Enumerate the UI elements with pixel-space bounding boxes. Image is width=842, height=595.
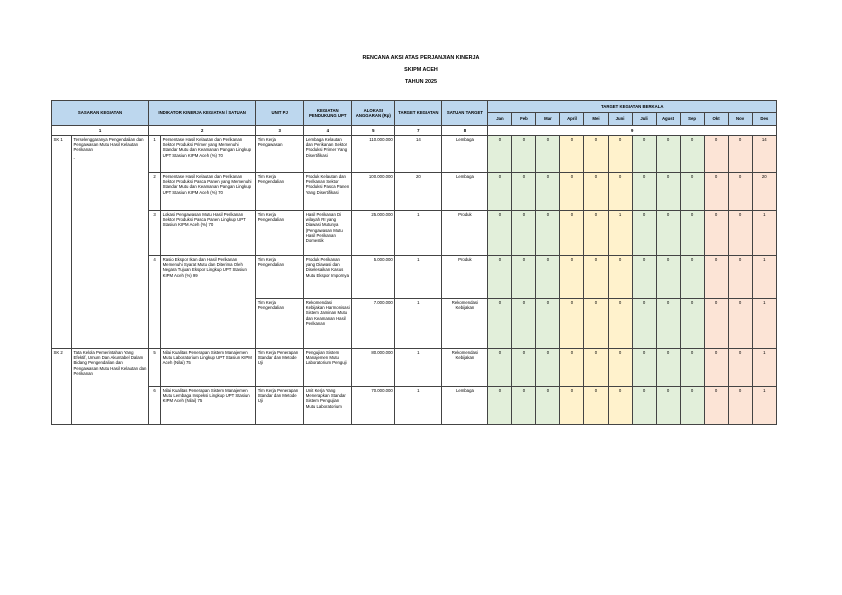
indikator-no: 5	[149, 349, 161, 387]
monthly-target: 0	[608, 349, 632, 387]
table-row	[52, 387, 777, 425]
monthly-target: 0	[584, 299, 608, 349]
monthly-target: 0	[680, 349, 704, 387]
monthly-target: 0	[488, 299, 512, 349]
header-indikator: INDIKATOR KINERJA KEGIATAN / SATUAN	[149, 101, 256, 126]
kegiatan-pendukung: Unit Kerja Yang Menerapkan Standar Sistem Pengujian Mutu Laboratorium	[304, 387, 352, 425]
target-kegiatan: 1	[395, 299, 442, 349]
monthly-target: 1	[752, 387, 776, 425]
column-number: 2	[149, 126, 256, 136]
indikator-no: 6	[149, 387, 161, 425]
monthly-target: 0	[488, 136, 512, 173]
monthly-target: 0	[632, 387, 656, 425]
monthly-target: 0	[656, 173, 680, 211]
satuan-target: Lembaga	[442, 387, 488, 425]
monthly-target: 0	[656, 299, 680, 349]
target-kegiatan: 1	[395, 387, 442, 425]
document-subtitle: SKIPM ACEH	[404, 67, 438, 73]
alokasi-anggaran: 80.000.000	[352, 349, 395, 387]
satuan-target: Rekomendasi Kebijakan	[442, 299, 488, 349]
column-number: 7	[395, 126, 442, 136]
monthly-target: 20	[752, 173, 776, 211]
target-kegiatan: 14	[395, 136, 442, 173]
indikator-text: Lokasi Pengawasan Mutu Hasil Perikanan Sektor Produksi Pasca Panen Lingkup UPT Stasiun KIPM Aceh (%) 70	[161, 211, 256, 256]
monthly-target: 0	[488, 173, 512, 211]
monthly-target: 0	[632, 299, 656, 349]
sasaran-description: Terselenggaranya Pengendalian dan Pengawasan Mutu Hasil Kelautan Perikanan	[73, 137, 144, 153]
column-number: 4	[304, 126, 352, 136]
alokasi-anggaran: 7.000.000	[352, 299, 395, 349]
monthly-target: 0	[704, 136, 728, 173]
header-sasaran: SASARAN KEGIATAN	[52, 101, 149, 126]
monthly-target: 0	[512, 349, 536, 387]
monthly-target: 0	[536, 299, 560, 349]
monthly-target: 0	[704, 211, 728, 256]
sasaran-code: SK 1	[52, 136, 72, 349]
monthly-target: 0	[488, 256, 512, 299]
kegiatan-pendukung: Produk Kelautan dan Perikanan Sektor Produksi Pasca Panen Yang Disertifikasi	[304, 173, 352, 211]
satuan-target: Lembaga	[442, 136, 488, 173]
monthly-target: 0	[560, 387, 584, 425]
monthly-target: 0	[704, 349, 728, 387]
unit-pj: Tim Kerja Penerapan Standar dan Metode Uji	[256, 387, 304, 425]
month-header: Juni	[608, 113, 632, 126]
table-row	[52, 256, 777, 299]
monthly-target: 0	[608, 136, 632, 173]
indikator-no: 1	[149, 136, 161, 173]
unit-pj: Tim Kerja Pengendalian	[256, 211, 304, 256]
satuan-target: Rekomendasi Kebijakan	[442, 349, 488, 387]
column-number: 8	[442, 126, 488, 136]
monthly-target: 0	[656, 136, 680, 173]
kegiatan-pendukung: Produk Perikanan yang Diawasi dan Diselesaikan Kasus Mutu Ekspor Impornya	[304, 256, 352, 299]
monthly-target: 0	[608, 256, 632, 299]
indikator-text: Persentase Hasil Kelautan dan Perikanan Sektor Produksi Pasca Panen yang Memenuhi Standar Mutu dan Keamanan Pangan Lingkup UPT Stasiun KIPM Aceh (%) 70	[161, 173, 256, 211]
monthly-target: 1	[608, 211, 632, 256]
month-header: Sep	[680, 113, 704, 126]
monthly-target: 0	[680, 299, 704, 349]
month-header: Des	[752, 113, 776, 126]
monthly-target: 0	[560, 299, 584, 349]
monthly-target: 0	[728, 211, 752, 256]
satuan-target: Produk	[442, 211, 488, 256]
monthly-target: 0	[728, 173, 752, 211]
column-number: 9	[488, 126, 777, 136]
monthly-target: 0	[512, 211, 536, 256]
unit-pj: Tim Kerja Penerapan Standar dan Metode Uji	[256, 349, 304, 387]
monthly-target: 0	[680, 387, 704, 425]
monthly-target: 0	[632, 256, 656, 299]
month-header: Agust	[656, 113, 680, 126]
table-row	[52, 349, 777, 387]
monthly-target: 0	[536, 136, 560, 173]
indikator-no: 2	[149, 173, 161, 211]
table-body	[52, 126, 777, 425]
monthly-target: 0	[512, 173, 536, 211]
unit-pj: Tim Kerja Pengendalian	[256, 299, 304, 349]
monthly-target: 0	[704, 299, 728, 349]
monthly-target: 0	[584, 173, 608, 211]
monthly-target: 0	[608, 387, 632, 425]
kegiatan-pendukung: Hasil Perikanan Di wilayah RI yang Diawasi Mutunya (Pengawasan Mutu Hasil Perikanan Domestik	[304, 211, 352, 256]
indikator-no: 4	[149, 256, 161, 349]
monthly-target: 0	[728, 299, 752, 349]
monthly-target: 0	[584, 211, 608, 256]
monthly-target: 0	[512, 299, 536, 349]
kegiatan-pendukung: Rekomendasi Kebijakan Harmonisasi Sistem Jaminan Mutu dan Keamanan Hasil Perikanan	[304, 299, 352, 349]
satuan-target: Produk	[442, 256, 488, 299]
sasaran-code: SK 2	[52, 349, 72, 425]
header-target: TARGET KEGIATAN	[395, 101, 442, 126]
monthly-target: 0	[536, 256, 560, 299]
document-title-block	[0, 55, 842, 91]
monthly-target: 0	[560, 173, 584, 211]
column-number: 5	[352, 126, 395, 136]
monthly-target: 0	[488, 387, 512, 425]
monthly-target: 0	[536, 173, 560, 211]
alokasi-anggaran: 5.000.000	[352, 256, 395, 299]
target-kegiatan: 1	[395, 349, 442, 387]
indikator-text: Nilai Kualitas Penerapan Sistem Manajemen Mutu Laboratorium Lingkup UPT Stasiun KIPM Aceh (Nilai) 75	[161, 349, 256, 387]
monthly-target: 0	[488, 211, 512, 256]
month-header: April	[560, 113, 584, 126]
month-header: Jan	[488, 113, 512, 126]
monthly-target: 0	[560, 256, 584, 299]
monthly-target: 1	[752, 299, 776, 349]
monthly-target: 0	[680, 136, 704, 173]
monthly-target: 1	[752, 256, 776, 299]
unit-pj: Tim Kerja Pengendalian	[256, 173, 304, 211]
monthly-target: 0	[560, 349, 584, 387]
column-number-row	[52, 126, 777, 136]
monthly-target: 0	[512, 136, 536, 173]
table-row	[52, 173, 777, 211]
kegiatan-pendukung: Pengujian Sistem Manajemen Mutu Laboratorium Penguji	[304, 349, 352, 387]
monthly-target: 0	[488, 349, 512, 387]
monthly-target: 0	[704, 173, 728, 211]
monthly-target: 0	[728, 136, 752, 173]
monthly-target: 0	[584, 136, 608, 173]
table-row	[52, 136, 777, 173]
monthly-target: 0	[632, 211, 656, 256]
monthly-target: 0	[704, 256, 728, 299]
document-year: TAHUN 2025	[405, 79, 437, 85]
unit-pj: Tim Kerja Pengawasan	[256, 136, 304, 173]
target-kegiatan: 1	[395, 256, 442, 299]
monthly-target: 0	[560, 211, 584, 256]
monthly-target: 0	[656, 256, 680, 299]
monthly-target: 0	[608, 299, 632, 349]
sasaran-text	[72, 136, 149, 349]
indikator-text: Rasio Ekspor Ikan dan Hasil Perikanan Memenuhi Syarat Mutu dan Diterima Oleh Negara Tujuan Ekspor Lingkup UPT Stasiun KIPM Aceh (%) 99	[161, 256, 256, 349]
header-berkala: TARGET KEGIATAN BERKALA	[488, 101, 777, 113]
unit-pj: Tim Kerja Pengendalian	[256, 256, 304, 299]
monthly-target: 0	[728, 349, 752, 387]
header-unit: UNIT PJ	[256, 101, 304, 126]
monthly-target: 0	[656, 211, 680, 256]
monthly-target: 0	[704, 387, 728, 425]
kegiatan-pendukung: Lembaga Kelautan dan Perikanan Sektor Produksi Primer Yang Disertifikasi	[304, 136, 352, 173]
alokasi-anggaran: 100.000.000	[352, 173, 395, 211]
monthly-target: 0	[632, 173, 656, 211]
alokasi-anggaran: 110.000.000	[352, 136, 395, 173]
monthly-target: 1	[752, 349, 776, 387]
monthly-target: 0	[584, 387, 608, 425]
monthly-target: 0	[584, 349, 608, 387]
monthly-target: 0	[728, 256, 752, 299]
month-header: Mar	[536, 113, 560, 126]
alokasi-anggaran: 70.000.000	[352, 387, 395, 425]
monthly-target: 0	[560, 136, 584, 173]
indikator-no: 3	[149, 211, 161, 256]
monthly-target: 0	[536, 349, 560, 387]
monthly-target: 0	[680, 211, 704, 256]
monthly-target: 0	[584, 256, 608, 299]
month-header: Feb	[512, 113, 536, 126]
monthly-target: 0	[536, 387, 560, 425]
monthly-target: 0	[680, 173, 704, 211]
month-header: Nov	[728, 113, 752, 126]
month-header: Okt	[704, 113, 728, 126]
header-satuan: SATUAN TARGET	[442, 101, 488, 126]
action-plan-table	[51, 100, 777, 425]
alokasi-anggaran: 25.000.000	[352, 211, 395, 256]
monthly-target: 0	[536, 211, 560, 256]
header-alokasi: ALOKASI ANGGARAN (Rp)	[352, 101, 395, 126]
monthly-target: 0	[680, 256, 704, 299]
monthly-target: 0	[608, 173, 632, 211]
monthly-target: 0	[512, 387, 536, 425]
column-number: 3	[256, 126, 304, 136]
table-row	[52, 211, 777, 256]
target-kegiatan: 1	[395, 211, 442, 256]
column-number: 1	[52, 126, 149, 136]
monthly-target: 0	[632, 136, 656, 173]
monthly-target: 0	[728, 387, 752, 425]
month-header: Mei	[584, 113, 608, 126]
indikator-text: Nilai Kualitas Penerapan Sistem Manajemen Mutu Lembaga Inspeksi Lingkup UPT Stasiun KIPM Aceh (Nilai) 75	[161, 387, 256, 425]
monthly-target: 0	[656, 349, 680, 387]
month-header: Juli	[632, 113, 656, 126]
monthly-target: 14	[752, 136, 776, 173]
sasaran-text	[72, 349, 149, 425]
document-title: RENCANA AKSI ATAS PERJANJIAN KINERJA	[362, 55, 480, 61]
target-kegiatan: 20	[395, 173, 442, 211]
sasaran-description: Tata Kelola Pemerintahan Yang Efektif, Umum Dan Akuntabel Dalam Bidang Pengendalian dan Pengawasan Mutu Hasil Kelautan dan Perikanan	[73, 350, 147, 376]
monthly-target: 1	[752, 211, 776, 256]
indikator-text: Persentase Hasil Kelautan dan Perikanan Sektor Produksi Primer yang Memenuhi Standar Mutu dan Keamanan Pangan Lingkup UPT Stasiun KIPM Aceh (%) 70	[161, 136, 256, 173]
header-pendukung: KEGIATAN PENDUKUNG UPT	[304, 101, 352, 126]
monthly-target: 0	[656, 387, 680, 425]
monthly-target: 0	[512, 256, 536, 299]
monthly-target: 0	[632, 349, 656, 387]
satuan-target: Lembaga	[442, 173, 488, 211]
sasaran-note: -	[73, 155, 75, 161]
